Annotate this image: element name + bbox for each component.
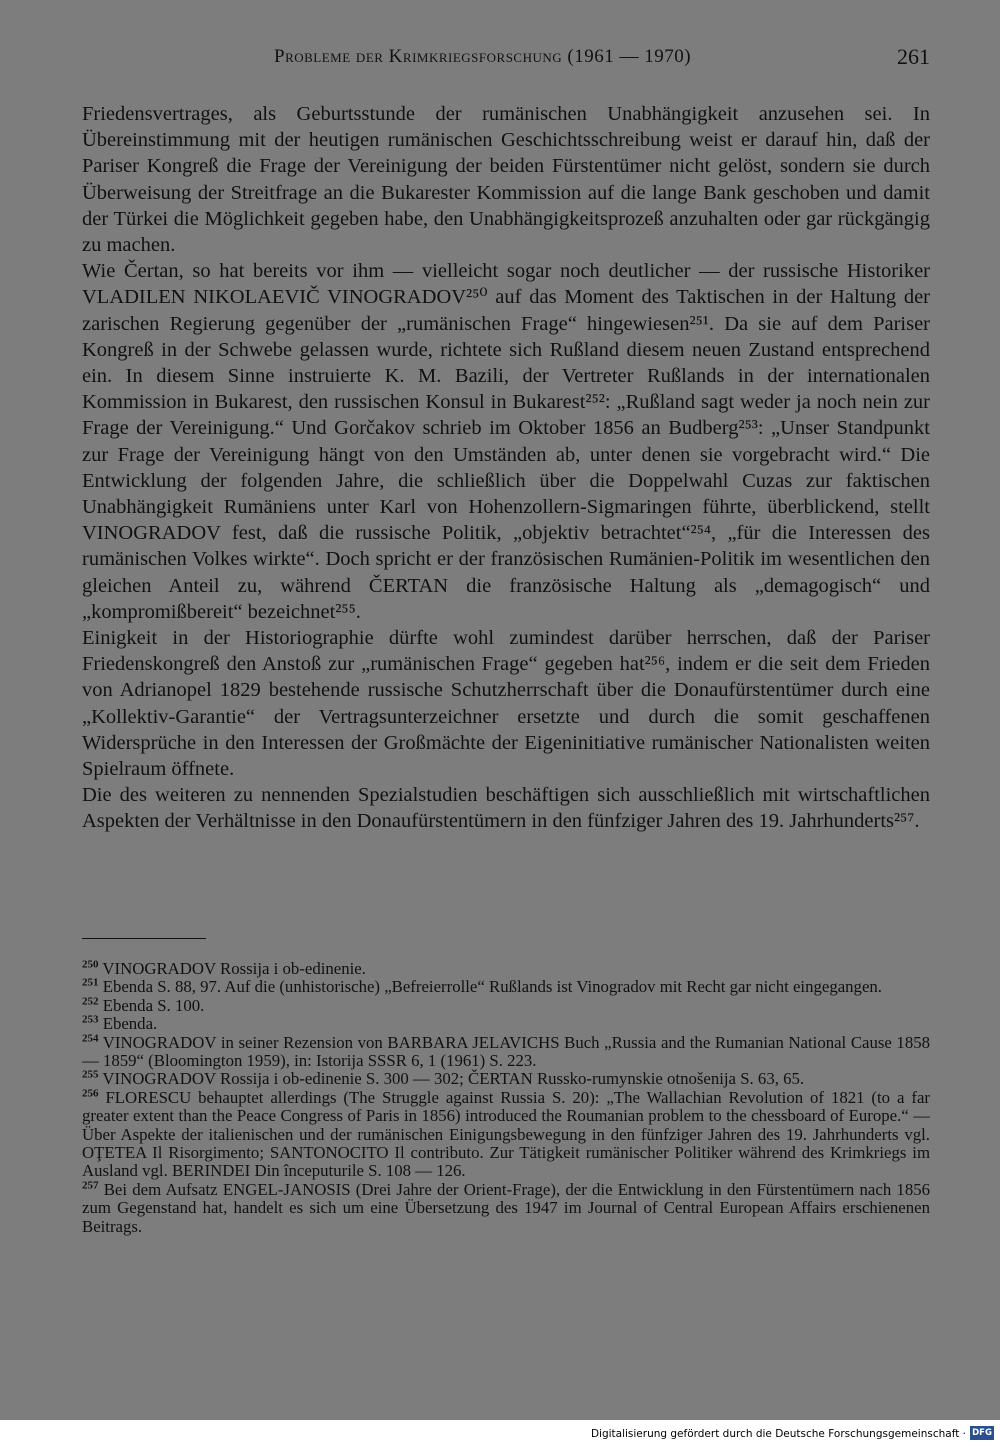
paragraph: Die des weiteren zu nennenden Spezialstudien beschäftigen sich ausschließlich mit wirtschaftlichen Aspekten der Verhältnisse in den Donaufürstentümern in den fünfziger Jahren des 19. Jahrhunderts²⁵⁷. [82, 784, 930, 833]
footnote [82, 1089, 930, 1181]
footnote-number: 256 [82, 1087, 99, 1100]
funding-credit: Digitalisierung gefördert durch die Deutsche Forschungsgemeinschaft · [590, 1428, 966, 1440]
footnote-text: FLORESCU behauptet allerdings (The Struggle against Russia S. 20): „The Wallachian Revolution of 1821 (to a far greater extent than the Peace Congress of Paris in 1856) introduced the Roumanian problem to the chessboard of Europe.“ — Über Aspekte der italienischen und der rumänischen Einigungsbewegung in den fünfziger Jahren des 19. Jahrhunderts vgl. OŢETEA Il Risorgimento; SANTONOCITO Il contributo. Zur Tätigkeit rumänischer Politiker während des Krimkriegs im Ausland vgl. BERINDEI Din începuturile S. 108 — 126. [82, 1087, 931, 1181]
footnote-number: 251 [82, 976, 99, 989]
footnote [82, 1181, 930, 1236]
footnote-text: Ebenda S. 100. [102, 995, 205, 1015]
running-title: Probleme der Krimkriegsforschung (1961 — 1970) [274, 46, 692, 67]
footnote [82, 1070, 930, 1088]
paragraph: Einigkeit in der Historiographie dürfte wohl zumindest darüber herrschen, daß der Pariser Friedenskongreß den Anstoß zur „rumänischen Frage“ gegeben hat²⁵⁶, indem er die seit dem Frieden von Adrianopel 1829 bestehende russische Schutzherrschaft über die Donaufürstentümer durch eine „Kollektiv-Garantie“ der Vertragsunterzeichner ersetzte und durch die somit geschaffenen Widersprüche in den Interessen der Großmächte der Eigeninitiative rumänischer Nationalisten weiten Spielraum öffnete. [82, 627, 930, 781]
paragraph: Friedensvertrages, als Geburtsstunde der rumänischen Unabhängigkeit anzusehen sei. In Übereinstimmung mit der heutigen rumänischen Geschichtsschreibung weist er darauf hin, daß der Pariser Kongreß die Frage der Vereinigung der beiden Fürstentümer nicht gelöst, sondern sie durch Überweisung der Streitfrage an die Bukarester Kommission auf die lange Bank geschoben und damit der Türkei die Möglichkeit gegeben habe, den Unabhängigkeitsprozeß anzuhalten oder gar rückgängig zu machen. [82, 103, 930, 257]
footnote [82, 1034, 930, 1071]
dfg-logo-icon: DFG [970, 1426, 994, 1440]
footnotes [82, 960, 930, 1236]
footnote-text: Bei dem Aufsatz ENGEL-JANOSIS (Drei Jahre der Orient-Frage), der die Entwicklung in den Fürstentümern nach 1856 zum Gegenstand hat, handelt es sich um eine Übersetzung des 1947 im Journal of Central European Affairs erschienenen Beitrags. [82, 1179, 930, 1236]
paragraph: Wie Čertan, so hat bereits vor ihm — vielleicht sogar noch deutlicher — der russische Historiker VLADILEN NIKOLAEVIČ VINOGRADOV²⁵⁰ auf das Moment des Taktischen in der Haltung der zarischen Regierung gegenüber der „rumänischen Frage“ hingewiesen²⁵¹. Da sie auf dem Pariser Kongreß in der Schwebe gelassen wurde, richtete sich Rußland diesem neuen Zustand entsprechend ein. In diesem Sinne instruierte K. M. Bazili, der Vertreter Rußlands in der internationalen Kommission in Bukarest, den russischen Konsul in Bukarest²⁵²: „Rußland sagt weder ja noch nein zur Frage der Vereinigung.“ Und Gorčakov schrieb im Oktober 1856 an Budberg²⁵³: „Unser Standpunkt zur Frage der Vereinigung hängt von den Umständen ab, unter denen sie vorgebracht wird.“ Die Entwicklung der folgenden Jahre, die schließlich über die Doppelwahl Cuzas zur faktischen Unabhängigkeit Rumäniens unter Karl von Hohenzollern-Sigmaringen führte, überblickend, stellt VINOGRADOV fest, daß die russische Politik, „objektiv betrachtet“²⁵⁴, „für die Interessen des rumänischen Volkes wirkte“. Doch spricht er der französischen Rumänien-Politik im wesentlichen den gleichen Anteil zu, während ČERTAN die französische Haltung als „demagogisch“ und „kompromißbereit“ bezeichnet²⁵⁵. [82, 260, 930, 623]
footnote-text: VINOGRADOV Rossija i ob-edinenie. [102, 959, 366, 978]
footnote-text: VINOGRADOV in seiner Rezension von BARBARA JELAVICHS Buch „Russia and the Rumanian National Cause 1858 — 1859“ (Bloomington 1959), in: Istorija SSSR 6, 1 (1961) S. 223. [82, 1032, 930, 1071]
footnote [82, 1015, 930, 1033]
footnote-text: Ebenda. [102, 1014, 158, 1034]
footnote-number: 250 [82, 958, 99, 971]
page-number: 261 [897, 44, 930, 69]
footnote [82, 997, 930, 1015]
footnote-number: 253 [82, 1013, 99, 1026]
footnote [82, 960, 930, 978]
digitization-footer [0, 1420, 1000, 1447]
footnote-separator [82, 938, 206, 939]
footnote-number: 252 [82, 995, 99, 1008]
footnote-number: 255 [82, 1068, 99, 1081]
footnote-number: 257 [82, 1179, 99, 1192]
footnote [82, 978, 930, 996]
footnote-text: VINOGRADOV Rossija i ob-edinenie S. 300 — 302; ČERTAN Russko-rumynskie otnošenija S. 63, 65. [102, 1069, 805, 1089]
footnote-number: 254 [82, 1032, 99, 1045]
main-text [82, 101, 930, 835]
running-header [82, 46, 930, 78]
footnote-text: Ebenda S. 88, 97. Auf die (unhistorische) „Befreierrolle“ Rußlands ist Vinogradov mit Recht gar nicht eingegangen. [102, 977, 882, 997]
